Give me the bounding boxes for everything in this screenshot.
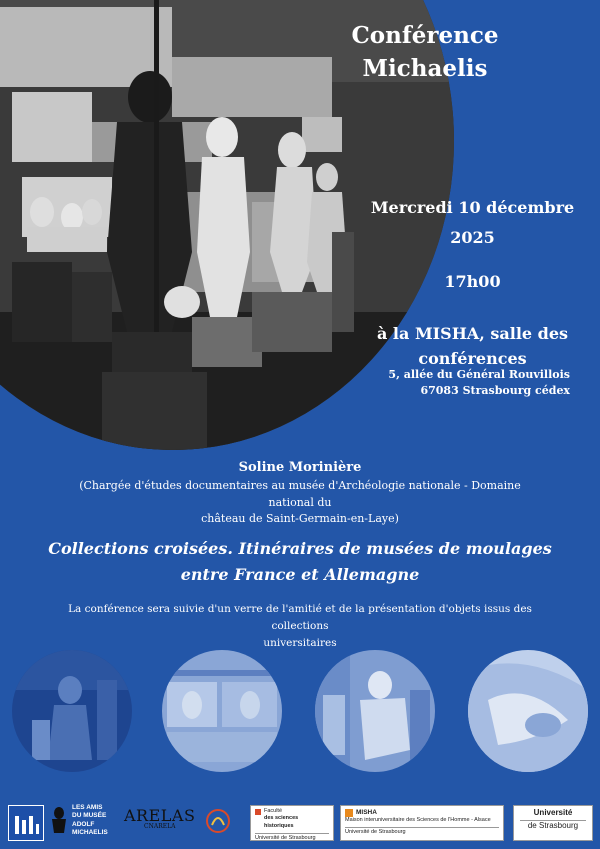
reception-note bbox=[40, 601, 560, 651]
misha-logo bbox=[340, 805, 504, 841]
amis-line-2: DU MUSÉE bbox=[72, 812, 107, 820]
photo-circle-4 bbox=[468, 650, 588, 772]
talk-title-line-2: entre France et Allemagne bbox=[180, 564, 420, 584]
unistra-logo bbox=[513, 805, 593, 841]
note-line-1: La conférence sera suivie d'un verre de l'amitié et de la présentation d'objets issus des collections bbox=[68, 603, 532, 632]
misha-name: MISHA bbox=[356, 809, 377, 816]
talk-title bbox=[40, 536, 560, 587]
amis-line-3: ADOLF bbox=[72, 820, 95, 828]
speaker-name: Soline Morinière bbox=[238, 460, 362, 475]
sculpture-photo-4 bbox=[468, 650, 588, 772]
affiliation-line-2: château de Saint-Germain-en-Laye) bbox=[201, 512, 399, 525]
affiliation-line-1: (Chargée d'études documentaires au musée d'Archéologie nationale - Domaine national du bbox=[79, 479, 521, 509]
partner-logos bbox=[0, 777, 600, 849]
alsace-crete-icon bbox=[9, 806, 43, 840]
unistra-line-2: de Strasbourg bbox=[520, 820, 586, 831]
amis-musee-text bbox=[72, 804, 108, 838]
event-address bbox=[380, 367, 570, 399]
misha-line-2: Université de Strasbourg bbox=[345, 827, 499, 837]
venue-line-1: à la MISHA, salle des bbox=[376, 324, 569, 343]
faculte-logo bbox=[250, 805, 334, 841]
photo-circle-2 bbox=[162, 650, 282, 772]
date-line-2: 2025 bbox=[450, 228, 495, 248]
address-line-1: 5, allée du Général Rouvillois bbox=[388, 368, 570, 381]
arelas-logo bbox=[124, 806, 195, 830]
amis-line-1: LES AMIS bbox=[72, 804, 103, 811]
photo-circle-1 bbox=[12, 650, 132, 772]
emblem-logo bbox=[204, 807, 232, 835]
arelas-subtitle: CNARELA bbox=[144, 823, 176, 830]
alsace-crete-logo bbox=[8, 805, 44, 841]
bust-icon bbox=[50, 805, 68, 835]
talk-title-line-1: Collections croisées. Itinéraires de musées de moulages bbox=[48, 539, 552, 558]
speaker-affiliation bbox=[60, 478, 540, 528]
faculte-line-1: Faculté bbox=[263, 808, 283, 814]
faculte-mark-icon bbox=[255, 809, 261, 815]
event-title bbox=[330, 20, 520, 85]
emblem-icon bbox=[204, 807, 232, 835]
relief-photo-2 bbox=[162, 650, 282, 772]
date-line-1: Mercredi 10 décembre bbox=[370, 198, 575, 217]
venue-line-2: conférences bbox=[418, 348, 527, 368]
statue-photo-1 bbox=[12, 650, 132, 772]
event-date bbox=[355, 193, 590, 254]
faculte-line-2: des sciences historiques bbox=[263, 815, 299, 829]
unistra-line-1: Université bbox=[533, 808, 573, 817]
faculte-line-3: Université de Strasbourg bbox=[255, 833, 329, 842]
address-line-2: 67083 Strasbourg cédex bbox=[420, 383, 570, 397]
misha-line-1: Maison interuniversitaire des Sciences de l'Homme - Alsace bbox=[345, 817, 491, 824]
amis-musee-icon bbox=[50, 805, 68, 835]
photo-circle-3 bbox=[315, 650, 435, 772]
amis-line-4: MICHAELIS bbox=[72, 829, 108, 837]
misha-mark-icon bbox=[345, 809, 353, 817]
note-line-2: universitaires bbox=[263, 636, 337, 649]
title-line-1: Conférence bbox=[351, 22, 499, 49]
statue-photo-3 bbox=[315, 650, 435, 772]
event-time: 17h00 bbox=[444, 272, 501, 291]
title-line-2: Michaelis bbox=[362, 54, 488, 82]
event-venue bbox=[355, 322, 590, 372]
arelas-name: ARELAS bbox=[124, 806, 196, 825]
